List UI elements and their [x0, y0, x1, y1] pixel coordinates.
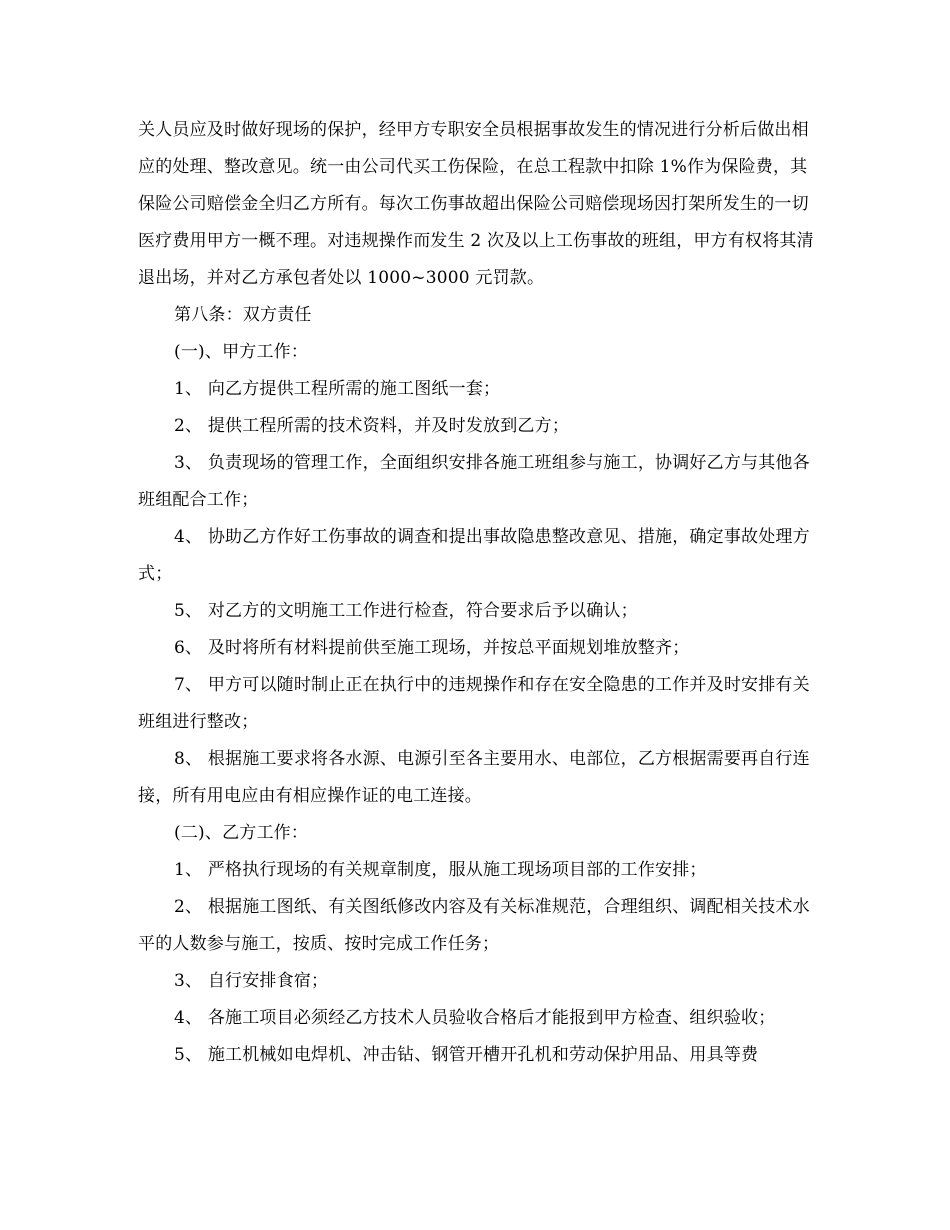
party-a-item-3: 3、 负责现场的管理工作，全面组织安排各施工班组参与施工，协调好乙方与其他各班组配合工作；	[138, 453, 810, 510]
party-a-item-1: 1、 向乙方提供工程所需的施工图纸一套；	[174, 379, 501, 399]
article-8-heading: 第八条：双方责任	[174, 305, 312, 325]
party-b-item-5: 5、 施工机械如电焊机、冲击钻、钢管开槽开孔机和劳动保护用品、用具等费	[174, 1045, 759, 1065]
party-b-duties-heading: (二)、乙方工作：	[174, 823, 309, 843]
party-a-duties-heading: (一)、甲方工作：	[174, 342, 309, 362]
party-a-item-5: 5、 对乙方的文明施工工作进行检查，符合要求后予以确认；	[174, 601, 638, 621]
paragraph-accident-insurance: 关人员应及时做好现场的保护，经甲方专职安全员根据事故发生的情况进行分析后做出相应的处理、整改意见。统一由公司代买工伤保险，在总工程款中扣除 1%作为保险费，其保险公司赔偿金全归乙方所有。每次工伤事故超出保险公司赔偿现场因打架所发生的一切医疗费用甲方一概不理。对违规操作而发生 2 次及以上工伤事故的班组，甲方有权将其清退出场，并对乙方承包者处以 1000~3000 元罚款。	[138, 120, 814, 288]
party-b-item-4: 4、 各施工项目必须经乙方技术人员验收合格后才能报到甲方检查、组织验收；	[174, 1008, 776, 1028]
document-body	[138, 112, 814, 1074]
party-a-item-4: 4、 协助乙方作好工伤事故的调查和提出事故隐患整改意见、措施，确定事故处理方式；	[138, 527, 810, 584]
party-a-item-7: 7、 甲方可以随时制止正在执行中的违规操作和存在安全隐患的工作并及时安排有关班组进行整改；	[138, 675, 810, 732]
party-b-item-3: 3、 自行安排食宿；	[174, 971, 329, 991]
party-a-item-8: 8、 根据施工要求将各水源、电源引至各主要用水、电部位，乙方根据需要再自行连接，所有用电应由有相应操作证的电工连接。	[138, 749, 810, 806]
party-b-item-1: 1、 严格执行现场的有关规章制度，服从施工现场项目部的工作安排；	[174, 860, 707, 880]
party-b-item-2: 2、 根据施工图纸、有关图纸修改内容及有关标准规范，合理组织、调配相关技术水平的人数参与施工，按质、按时完成工作任务；	[138, 897, 810, 954]
party-a-item-6: 6、 及时将所有材料提前供至施工现场，并按总平面规划堆放整齐；	[174, 638, 690, 658]
party-a-item-2: 2、 提供工程所需的技术资料，并及时发放到乙方；	[174, 416, 570, 436]
